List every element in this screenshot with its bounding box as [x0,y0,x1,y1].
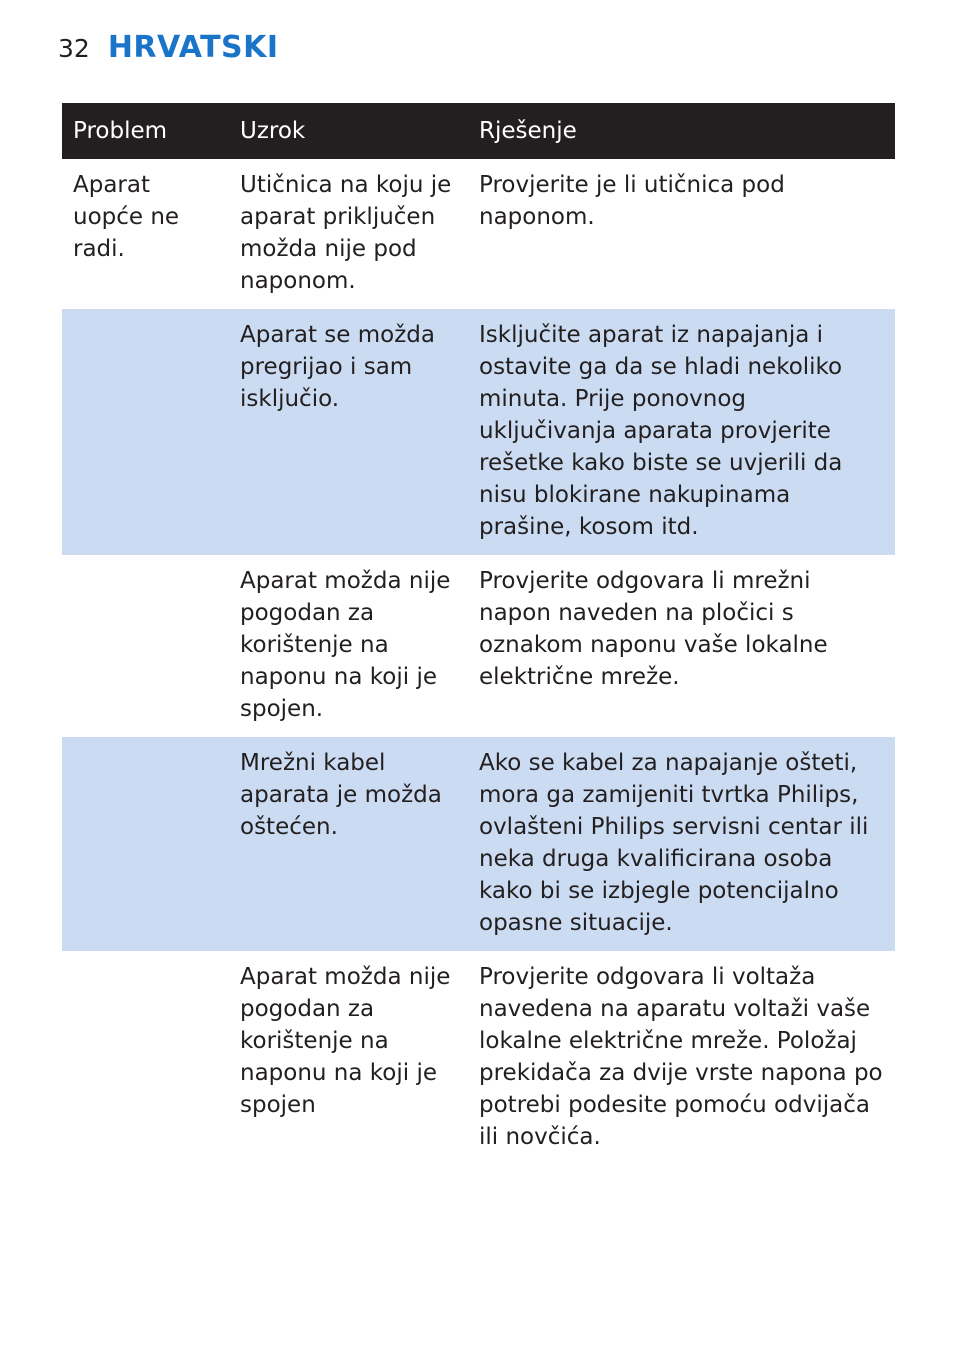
cause-cell: Aparat možda nije pogodan za korištenje na naponu na koji je spojen. [229,555,468,737]
table-header-row [62,103,895,159]
solution-cell: Provjerite odgovara li mrežni napon naveden na pločici s oznakom naponu vaše lokalne električne mreže. [468,555,895,737]
section-title: HRVATSKI [107,30,279,65]
solution-cell: Provjerite je li utičnica pod naponom. [468,159,895,309]
cause-cell: Aparat možda nije pogodan za korištenje na naponu na koji je spojen [229,951,468,1165]
problem-cell [62,737,229,951]
cause-cell: Mrežni kabel aparata je možda oštećen. [229,737,468,951]
problem-cell: Aparat uopće ne radi. [62,159,229,309]
table-row [62,555,895,737]
problem-cell [62,951,229,1165]
table-row [62,951,895,1165]
table-row [62,737,895,951]
table-row [62,309,895,555]
troubleshooting-table [62,103,895,1165]
problem-cell [62,555,229,737]
column-header-solution: Rješenje [468,103,895,159]
cause-cell: Aparat se možda pregrijao i sam isključio. [229,309,468,555]
solution-cell: Ako se kabel za napajanje ošteti, mora ga zamijeniti tvrtka Philips, ovlašteni Philips servisni centar ili neka druga kvalificirana osoba kako bi se izbjegle potencijalno opasne situacije. [468,737,895,951]
solution-cell: Provjerite odgovara li voltaža navedena na aparatu voltaži vaše lokalne električne mreže. Položaj prekidača za dvije vrste napona po potrebi podesite pomoću odvijača ili novčića. [468,951,895,1165]
page-number: 32 [58,34,90,63]
table-row [62,159,895,309]
column-header-cause: Uzrok [229,103,468,159]
page-header [58,30,279,80]
column-header-problem: Problem [62,103,229,159]
problem-cell [62,309,229,555]
cause-cell: Utičnica na koju je aparat priključen možda nije pod naponom. [229,159,468,309]
solution-cell: Isključite aparat iz napajanja i ostavite ga da se hladi nekoliko minuta. Prije ponovnog uključivanja aparata provjerite rešetke kako biste se uvjerili da nisu blokirane nakupinama prašine, kosom itd. [468,309,895,555]
